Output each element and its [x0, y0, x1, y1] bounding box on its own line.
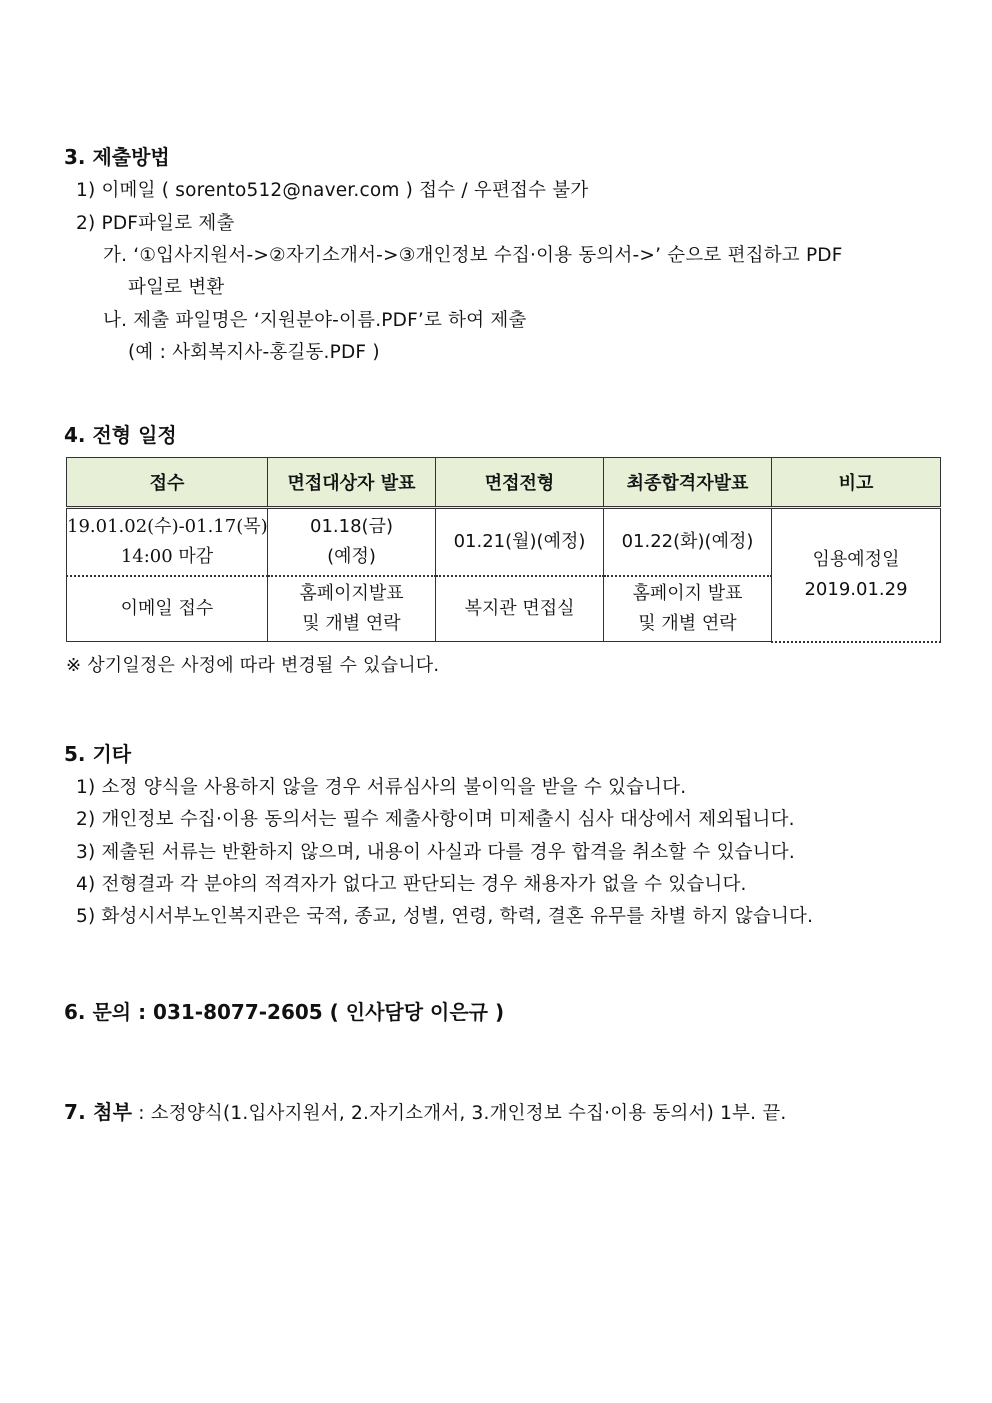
- remark-date: 2019.01.29: [804, 578, 908, 600]
- schedule-table: [66, 457, 941, 643]
- receipt-date-range: 19.01.02(수)-01.17(목): [67, 516, 268, 537]
- interview-notice-method-b: 및 개별 연락: [302, 613, 401, 634]
- final-notice-method-b: 및 개별 연락: [638, 613, 737, 634]
- interview-notice-tentative: (예정): [327, 546, 376, 567]
- cell-remark: [772, 508, 941, 642]
- cell-interview-notice-method: [268, 576, 436, 642]
- table-row: [67, 508, 941, 577]
- contact-line: 6. 문의 : 031-8077-2605 ( 인사담당 이은규 ): [64, 1000, 505, 1024]
- cell-interview-place: 복지관 면접실: [436, 576, 604, 642]
- section-3-title: 3. 제출방법: [64, 145, 170, 169]
- cell-interview-notice-date: [268, 508, 436, 577]
- header-interview-notice: 면접대상자 발표: [268, 458, 436, 508]
- submit-example-line: (예 : 사회복지사-홍길동.PDF ): [128, 342, 380, 363]
- cell-receipt-method: 이메일 접수: [67, 576, 268, 642]
- header-remark: 비고: [772, 458, 941, 508]
- list-item: 2) 개인정보 수집·이용 동의서는 필수 제출사항이며 미제출시 심사 대상에서 제외됩니다.: [76, 809, 795, 830]
- submit-order-line: 가. ‘①입사지원서->②자기소개서->③개인정보 수집·이용 동의서->’ 순으로 편집하고 PDF: [103, 245, 843, 266]
- cell-receipt-date: [67, 508, 268, 577]
- header-receipt: 접수: [67, 458, 268, 508]
- interview-notice-method-a: 홈페이지발표: [299, 583, 404, 604]
- submit-pdf-line: 2) PDF파일로 제출: [76, 213, 235, 234]
- list-item: 1) 소정 양식을 사용하지 않을 경우 서류심사의 불이익을 받을 수 있습니다.: [76, 777, 687, 798]
- attachment-label: 7. 첨부: [64, 1100, 133, 1124]
- remark-label: 임용예정일: [812, 548, 900, 570]
- header-final-notice: 최종합격자발표: [604, 458, 772, 508]
- cell-final-notice-method: [604, 576, 772, 642]
- receipt-deadline: 14:00 마감: [120, 546, 214, 567]
- header-interview: 면접전형: [436, 458, 604, 508]
- list-item: 4) 전형결과 각 분야의 적격자가 없다고 판단되는 경우 채용자가 없을 수 있습니다.: [76, 874, 747, 895]
- table-header-row: [67, 458, 941, 508]
- attachment-line: [64, 1096, 786, 1125]
- list-item: 3) 제출된 서류는 반환하지 않으며, 내용이 사실과 다를 경우 합격을 취소할 수 있습니다.: [76, 842, 795, 863]
- list-item: 5) 화성시서부노인복지관은 국적, 종교, 성별, 연령, 학력, 결혼 유무를 차별 하지 않습니다.: [76, 906, 814, 927]
- submit-email-line: 1) 이메일 ( sorento512@naver.com ) 접수 / 우편접수 불가: [76, 180, 589, 201]
- final-notice-method-a: 홈페이지 발표: [632, 583, 743, 604]
- schedule-note: ※ 상기일정은 사정에 따라 변경될 수 있습니다.: [66, 655, 440, 676]
- interview-notice-date: 01.18(금): [310, 516, 393, 537]
- submit-filename-line: 나. 제출 파일명은 ‘지원분야-이름.PDF’로 하여 제출: [103, 310, 527, 331]
- section-5-title: 5. 기타: [64, 742, 132, 766]
- cell-final-notice-date: 01.22(화)(예정): [604, 508, 772, 577]
- cell-interview-date: 01.21(월)(예정): [436, 508, 604, 577]
- section-4-title: 4. 전형 일정: [64, 423, 177, 447]
- attachment-text: : 소정양식(1.입사지원서, 2.자기소개서, 3.개인정보 수집·이용 동의서) 1부. 끝.: [132, 1103, 787, 1124]
- submit-convert-line: 파일로 변환: [128, 277, 225, 298]
